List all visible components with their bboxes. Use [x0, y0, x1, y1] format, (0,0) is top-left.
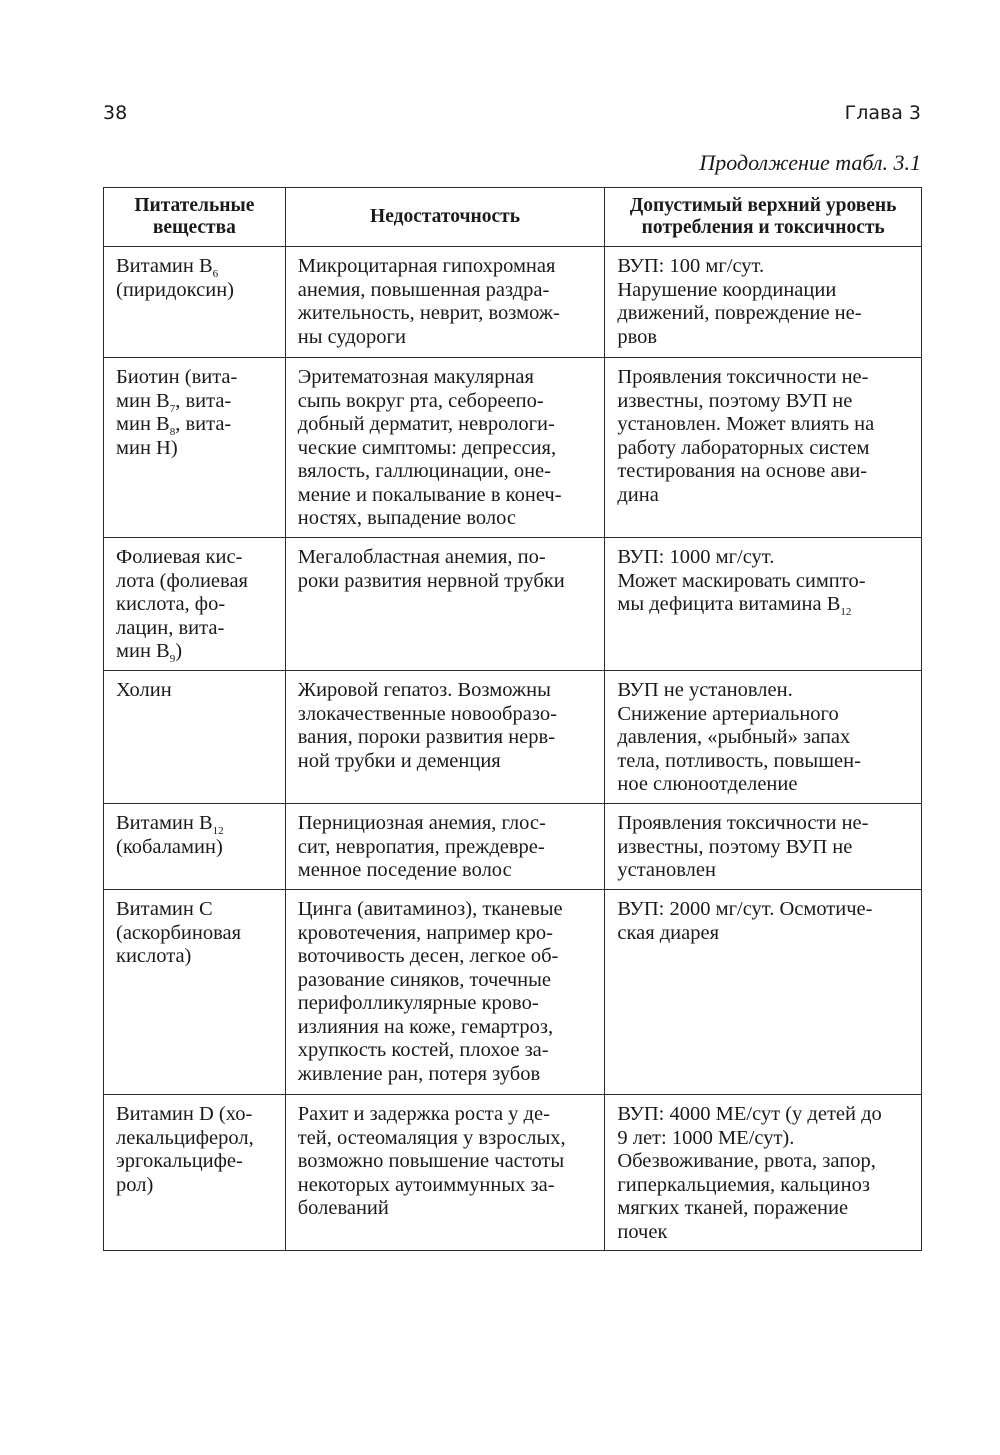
- deficiency-cell: [285, 358, 605, 538]
- table-caption: Продолжение табл. 3.1: [699, 150, 921, 175]
- cell-line: менное поседение волос: [297, 859, 512, 881]
- cell-line: живление ран, потеря зубов: [297, 1062, 541, 1085]
- table-header-row: [104, 188, 922, 247]
- cell-line: Микроцитарная гипохромная: [297, 255, 556, 277]
- toxicity-cell: [605, 671, 922, 804]
- toxicity-cell: [605, 804, 922, 890]
- nutrient-cell: [104, 671, 286, 804]
- cell-line: известны, поэтому ВУП не: [617, 835, 853, 858]
- cell-line: ВУП не установлен.: [617, 679, 793, 701]
- cell-line: Биотин (вита-: [116, 366, 238, 388]
- cell-line: тела, потливость, повышен-: [617, 749, 861, 772]
- cell-line: анемия, повышенная раздра-: [297, 278, 550, 301]
- nutrient-cell: [104, 247, 286, 358]
- cell-line: дина: [617, 483, 659, 506]
- cell-line: установлен: [617, 859, 716, 881]
- header-line: Допустимый верхний уровень: [629, 195, 897, 216]
- toxicity-cell: [605, 1095, 922, 1251]
- cell-line: Витамин $B_{12}$: [116, 812, 224, 837]
- cell-line: сыпь вокруг рта, себореепо-: [297, 389, 544, 412]
- nutrient-cell: [104, 890, 286, 1095]
- cell-line: Может маскировать симпто-: [617, 569, 866, 592]
- cell-line: тестирования на основе ави-: [617, 460, 868, 482]
- page-header: [103, 102, 921, 130]
- cell-line: установлен. Может влиять на: [617, 413, 875, 435]
- vitamin-table: [103, 187, 922, 1251]
- cell-line: давления, «рыбный» запах: [617, 726, 851, 748]
- cell-line: лота (фолиевая: [116, 569, 248, 592]
- nutrient-cell: [104, 358, 286, 538]
- cell-line: Снижение артериального: [617, 702, 839, 725]
- cell-line: ВУП: 1000 мг/сут.: [617, 546, 775, 568]
- table-row: [104, 538, 922, 671]
- cell-line: Нарушение координации: [617, 278, 837, 301]
- nutrient-cell: [104, 1095, 286, 1251]
- cell-line: Жировой гепатоз. Возможны: [297, 679, 551, 701]
- cell-line: ны судороги: [297, 325, 406, 348]
- cell-line: (пиридоксин): [116, 278, 234, 301]
- cell-line: Проявления токсичности не-: [617, 366, 869, 388]
- cell-line: кислота, фо-: [116, 593, 226, 615]
- toxicity-cell: [605, 538, 922, 671]
- cell-line: Витамин $B_6$: [116, 255, 219, 280]
- cell-line: мин $B_9$): [116, 640, 183, 665]
- cell-line: возможно повышение частоты: [297, 1150, 565, 1172]
- cell-line: разование синяков, точечные: [297, 968, 551, 991]
- cell-line: перифолликулярные крово-: [297, 992, 539, 1014]
- cell-line: мягких тканей, поражение: [617, 1197, 849, 1219]
- nutrient-cell: [104, 538, 286, 671]
- cell-line: Цинга (авитаминоз), тканевые: [297, 898, 563, 920]
- deficiency-cell: [285, 671, 605, 804]
- page-number: 38: [103, 102, 128, 124]
- cell-line: ное слюноотделение: [617, 773, 798, 795]
- cell-line: кислота): [116, 945, 192, 967]
- cell-line: хрупкость костей, плохое за-: [297, 1039, 549, 1061]
- cell-line: Холин: [116, 679, 172, 701]
- toxicity-cell: [605, 247, 922, 358]
- cell-line: болеваний: [297, 1197, 389, 1219]
- cell-line: Витамин D (хо-: [116, 1103, 253, 1125]
- cell-line: некоторых аутоиммунных за-: [297, 1173, 555, 1196]
- cell-line: работу лабораторных систем: [617, 436, 870, 459]
- cell-line: ческие симптомы: депрессия,: [297, 436, 557, 459]
- cell-line: ВУП: 100 мг/сут.: [617, 255, 765, 277]
- table-row: [104, 671, 922, 804]
- header-line: Недостаточность: [370, 206, 521, 227]
- cell-line: эргокальцифе-: [116, 1150, 243, 1172]
- chapter-title: Глава 3: [844, 102, 921, 124]
- cell-line: (аскорбиновая: [116, 921, 242, 944]
- cell-line: (кобаламин): [116, 835, 223, 858]
- toxicity-cell: [605, 358, 922, 538]
- cell-line: почек: [617, 1220, 668, 1243]
- cell-line: вялость, галлюцинации, оне-: [297, 460, 551, 482]
- cell-line: мин $B_8$, вита-: [116, 413, 232, 438]
- cell-line: мы дефицита витамина $B_{12}$: [617, 593, 852, 618]
- table-row: [104, 358, 922, 538]
- cell-line: гиперкальциемия, кальциноз: [617, 1173, 870, 1196]
- cell-line: Эритематозная макулярная: [297, 366, 534, 388]
- cell-line: мин $B_7$, вита-: [116, 389, 232, 415]
- cell-line: Проявления токсичности не-: [617, 812, 869, 834]
- cell-line: рол): [116, 1173, 154, 1196]
- cell-line: ВУП: 2000 мг/сут. Осмотиче-: [617, 898, 873, 920]
- table-row: [104, 247, 922, 358]
- cell-line: известны, поэтому ВУП не: [617, 389, 853, 412]
- cell-line: движений, повреждение не-: [617, 302, 862, 324]
- toxicity-cell: [605, 890, 922, 1095]
- cell-line: жительность, неврит, возмож-: [297, 302, 560, 324]
- cell-line: Витамин C: [116, 898, 213, 920]
- cell-line: Фолиевая кис-: [116, 546, 243, 568]
- header-line: потребления и токсичность: [641, 217, 885, 238]
- nutrient-cell: [104, 804, 286, 890]
- cell-line: 9 лет: 1000 МЕ/сут).: [617, 1126, 795, 1149]
- cell-line: воточивость десен, легкое об-: [297, 945, 559, 967]
- cell-line: мин H): [116, 436, 178, 459]
- cell-line: тей, остеомаляция у взрослых,: [297, 1126, 566, 1149]
- cell-line: ной трубки и деменция: [297, 749, 501, 772]
- header-line: вещества: [152, 217, 236, 238]
- cell-line: лекальциферол,: [116, 1126, 254, 1149]
- table-row: [104, 804, 922, 890]
- cell-line: злокачественные новообразо-: [297, 702, 557, 725]
- table-row: [104, 890, 922, 1095]
- cell-line: сит, невропатия, преждевре-: [297, 835, 545, 858]
- cell-line: вания, пороки развития нерв-: [297, 726, 556, 748]
- cell-line: ностях, выпадение волос: [297, 507, 516, 529]
- cell-line: Обезвоживание, рвота, запор,: [617, 1150, 876, 1172]
- deficiency-cell: [285, 890, 605, 1095]
- cell-line: мение и покалывание в конеч-: [297, 483, 562, 506]
- cell-line: Пернициозная анемия, глос-: [297, 812, 546, 834]
- cell-line: Мегалобластная анемия, по-: [297, 546, 546, 568]
- cell-line: ская диарея: [617, 921, 720, 944]
- header-nutrients: [104, 188, 286, 247]
- deficiency-cell: [285, 1095, 605, 1251]
- table-row: [104, 1095, 922, 1251]
- cell-line: добный дерматит, неврологи-: [297, 413, 555, 435]
- cell-line: роки развития нервной трубки: [297, 569, 565, 592]
- cell-line: ВУП: 4000 МЕ/сут (у детей до: [617, 1103, 882, 1125]
- header-line: Питательные: [134, 195, 255, 216]
- deficiency-cell: [285, 538, 605, 671]
- cell-line: излияния на коже, гемартроз,: [297, 1015, 554, 1038]
- cell-line: рвов: [617, 325, 658, 348]
- cell-line: лацин, вита-: [116, 616, 225, 639]
- deficiency-cell: [285, 247, 605, 358]
- deficiency-cell: [285, 804, 605, 890]
- header-toxicity: [605, 188, 922, 247]
- cell-line: Рахит и задержка роста у де-: [297, 1103, 550, 1125]
- header-deficiency: [285, 188, 605, 247]
- cell-line: кровотечения, например кро-: [297, 921, 553, 944]
